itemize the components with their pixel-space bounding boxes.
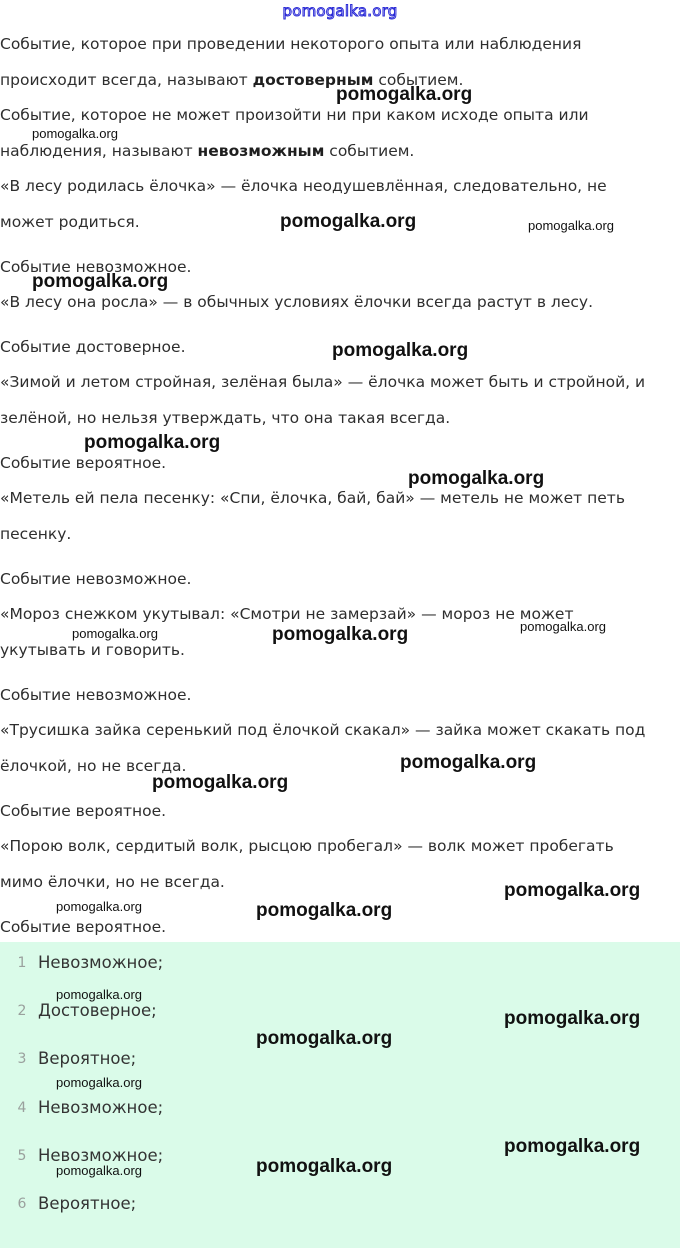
item-2-result: Событие достоверное.	[0, 338, 186, 356]
answer-text: Невозможное;	[38, 953, 164, 972]
watermark: pomogalka.org	[256, 1028, 393, 1049]
watermark: pomogalka.org	[32, 126, 118, 141]
watermark: pomogalka.org	[32, 271, 169, 292]
watermark: pomogalka.org	[152, 772, 289, 793]
answer-text: Достоверное;	[38, 1001, 157, 1020]
item-1-result: Событие невозможное.	[0, 258, 192, 276]
answer-text: Невозможное;	[38, 1098, 164, 1117]
item-2-line1: «В лесу она росла» — в обычных условиях ёлочки всегда растут в лесу.	[0, 293, 593, 311]
watermark: pomogalka.org	[56, 1075, 142, 1090]
item-7-line1: «Порою волк, сердитый волк, рысцою пробегал» — волк может пробегать	[0, 837, 614, 855]
answer-number: 5	[17, 1148, 27, 1164]
answer-number: 1	[17, 955, 27, 971]
item-5-line2: укутывать и говорить.	[0, 641, 185, 659]
watermark: pomogalka.org	[504, 1136, 641, 1157]
item-7-line2: мимо ёлочки, но не всегда.	[0, 873, 225, 891]
answer-number: 2	[17, 1003, 27, 1019]
term-impossible: невозможным	[197, 142, 325, 160]
term-reliable: достоверным	[252, 71, 374, 89]
watermark: pomogalka.org	[84, 432, 221, 453]
answer-text: Вероятное;	[38, 1194, 137, 1213]
watermark: pomogalka.org	[56, 899, 142, 914]
watermark: pomogalka.org	[528, 218, 614, 233]
watermark: pomogalka.org	[280, 211, 417, 232]
answer-number: 4	[17, 1100, 27, 1116]
watermark: pomogalka.org	[56, 987, 142, 1002]
definition-impossible-line2: наблюдения, называют невозможным событием.	[0, 142, 415, 160]
item-3-line1: «Зимой и летом стройная, зелёная была» — ёлочка может быть и стройной, и	[0, 373, 646, 391]
answer-text: Невозможное;	[38, 1146, 164, 1165]
watermark: pomogalka.org	[332, 340, 469, 361]
item-3-line2: зелёной, но нельзя утверждать, что она такая всегда.	[0, 409, 451, 427]
watermark: pomogalka.org	[504, 880, 641, 901]
answer-text: Вероятное;	[38, 1049, 137, 1068]
watermark: pomogalka.org	[256, 900, 393, 921]
item-1-line2: может родиться.	[0, 213, 140, 231]
item-4-line1: «Метель ей пела песенку: «Спи, ёлочка, бай, бай» — метель не может петь	[0, 489, 625, 507]
watermark: pomogalka.org	[504, 1008, 641, 1029]
watermark: pomogalka.org	[408, 468, 545, 489]
watermark: pomogalka.org	[256, 1156, 393, 1177]
item-4-line2: песенку.	[0, 525, 72, 543]
item-1-line1: «В лесу родилась ёлочка» — ёлочка неодушевлённая, следовательно, не	[0, 177, 607, 195]
watermark: pomogalka.org	[400, 752, 537, 773]
definition-impossible-line1: Событие, которое не может произойти ни при каком исходе опыта или	[0, 106, 589, 124]
item-4-result: Событие невозможное.	[0, 570, 192, 588]
definition-reliable-line2: происходит всегда, называют достоверным событием.	[0, 71, 464, 89]
item-7-result: Событие вероятное.	[0, 918, 167, 936]
definition-reliable-line1: Событие, которое при проведении некоторого опыта или наблюдения	[0, 35, 582, 53]
watermark: pomogalka.org	[336, 84, 473, 105]
answer-number: 3	[17, 1051, 27, 1067]
item-6-line2: ёлочкой, но не всегда.	[0, 757, 187, 775]
top-watermark: pomogalka.org	[282, 2, 398, 20]
item-6-line1: «Трусишка зайка серенький под ёлочкой скакал» — зайка может скакать под	[0, 721, 646, 739]
item-3-result: Событие вероятное.	[0, 454, 167, 472]
item-6-result: Событие вероятное.	[0, 802, 167, 820]
watermark: pomogalka.org	[272, 624, 409, 645]
watermark: pomogalka.org	[56, 1163, 142, 1178]
item-5-result: Событие невозможное.	[0, 686, 192, 704]
watermark: pomogalka.org	[72, 626, 158, 641]
answer-number: 6	[17, 1196, 27, 1212]
item-5-line1: «Мороз снежком укутывал: «Смотри не замерзай» — мороз не может	[0, 605, 574, 623]
watermark: pomogalka.org	[520, 619, 606, 634]
